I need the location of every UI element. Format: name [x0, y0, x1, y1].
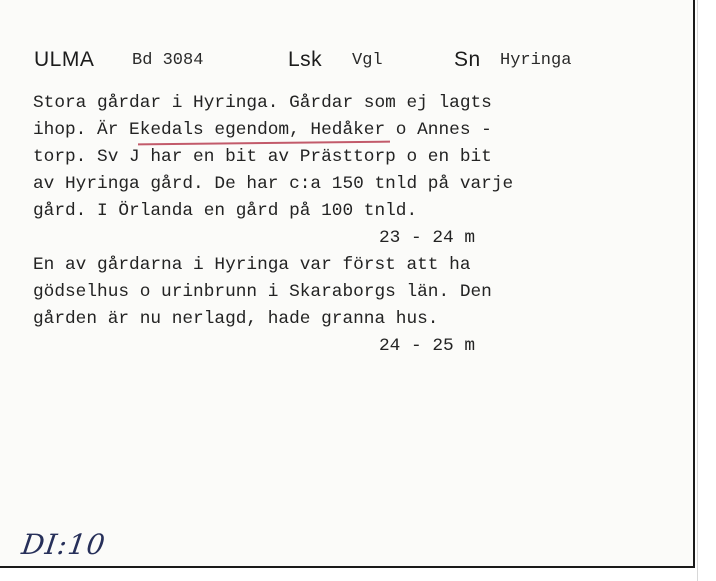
text-line: av Hyringa gård. De har c:a 150 tnld på varje [33, 174, 514, 194]
text-line: gården är nu nerlagd, hade granna hus. [33, 309, 439, 329]
parish-label: Sn [454, 48, 481, 71]
text-line: torp. Sv J har en bit av Prästtorp o en bit [33, 147, 492, 167]
text-line: gödselhus o urinbrunn i Skaraborgs län. Den [33, 282, 492, 302]
card-header [34, 48, 674, 78]
page-reference: 24 - 25 m [379, 336, 476, 356]
text-line: gård. I Örlanda en gård på 100 tnld. [33, 201, 418, 221]
text-line: ihop. Är Ekedals egendom, Hedåker o Annes - [33, 120, 492, 140]
scan-edge [697, 0, 716, 581]
volume-number: Bd 3084 [132, 51, 204, 70]
handwritten-signature: DI:10 [19, 528, 108, 561]
province-label: Lsk [288, 48, 323, 71]
text-line: En av gårdarna i Hyringa var först att ha [33, 255, 471, 275]
card-text [33, 90, 683, 360]
province-value: Vgl [352, 51, 383, 70]
page-reference: 23 - 24 m [379, 228, 476, 248]
text-line: Stora gårdar i Hyringa. Gårdar som ej lagts [33, 93, 492, 113]
archive-code: ULMA [34, 48, 95, 71]
parish-value: Hyringa [500, 51, 572, 70]
